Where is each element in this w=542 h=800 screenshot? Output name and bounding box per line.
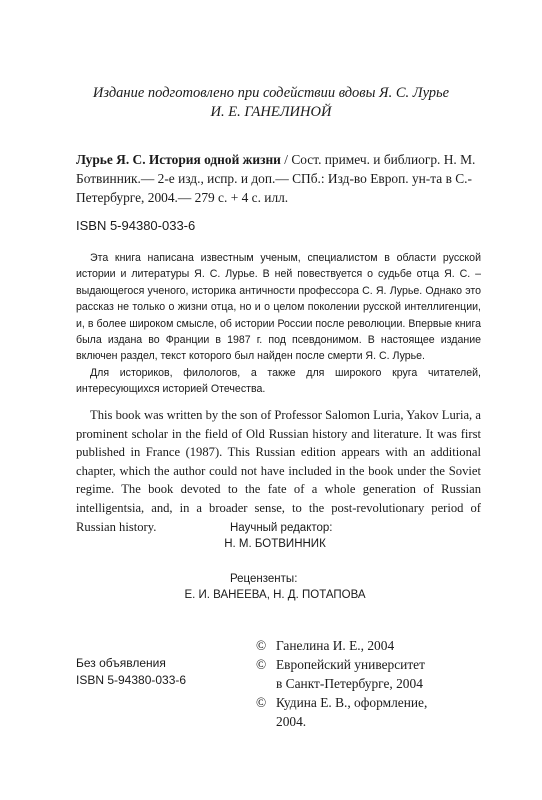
copyright-row-kudina [256, 693, 496, 712]
copyright-row-kudina-cont [256, 712, 496, 731]
copyright-row-university [256, 655, 496, 674]
isbn-main: ISBN 5-94380-033-6 [76, 218, 196, 233]
scientific-editor-block [0, 520, 542, 552]
editor-role: Научный редактор: [230, 522, 333, 534]
copyright-kudina-line2: 2004. [276, 714, 307, 729]
copyright-icon: © [256, 638, 267, 653]
prepared-note-line2: И. Е. ГАНЕЛИНОЙ [210, 104, 332, 120]
isbn-bottom: ISBN 5-94380-033-6 [76, 673, 187, 687]
annotation-ru-paragraph-1: Эта книга написана известным ученым, специалистом в области русской истории и литературы Я. С. Лурье. В ней повествуется о судьбе отца Я. С. – выдающегося ученого, историка античности профессора С. Я. Лурье. Однако это рассказ не только о жизни отца, но и о целом поколении русской интеллигенции, и, в более широком смысле, об истории России после революции. Впервые книга была издана во Франции в 1987 г. под псевдонимом. В настоящее издание включен раздел, текст которого был найден после смерти Я. С. Лурье. [76, 252, 481, 363]
copyright-kudina-line1: Кудина Е. В., оформление, [276, 695, 428, 710]
bibliographic-details: / Сост. примеч. и библиогр. Н. М. Ботвинник.— 2-е изд., испр. и доп.— СПб.: Изд-во Европ. ун-та в С.-Петербурге, 2004.— 279 с. + 4 с. илл. [76, 152, 476, 205]
copyright-icon: © [256, 657, 267, 672]
copyright-icon: © [256, 695, 267, 710]
annotation-en-paragraph: This book was written by the son of Professor Salomon Luria, Yakov Luria, a prominent scholar in the field of Old Russian history and literature. It was first published in France (1987). This Russian edition appears with an additional chapter, which the author could not have included in the book under the Soviet regime. The book devoted to the fate of a whole generation of Russian intelligentsia, and, in a broader sense, to the post-revolutionary period of Russian history. [76, 408, 481, 534]
copyright-block [256, 636, 496, 731]
copyright-ganelina: Ганелина И. Е., 2004 [276, 638, 395, 653]
editor-name: Н. М. БОТВИННИК [224, 538, 326, 550]
copyright-row-university-cont [256, 674, 496, 693]
no-announcement-label: Без объявления [76, 656, 166, 670]
reviewers-names: Е. И. ВАНЕЕВА, Н. Д. ПОТАПОВА [184, 589, 366, 601]
copyright-university-line1: Европейский университет [276, 657, 425, 672]
reviewers-block [0, 571, 542, 603]
reviewers-role: Рецензенты: [230, 573, 298, 585]
bottom-left-block [76, 655, 186, 689]
annotation-english [76, 406, 481, 536]
prepared-note-line1: Издание подготовлено при содействии вдовы Я. С. Лурье [92, 85, 450, 101]
annotation-russian [76, 250, 481, 398]
annotation-ru-paragraph-2: Для историков, филологов, а также для широкого круга читателей, интересующихся историей Отечества. [76, 366, 481, 396]
copyright-row-ganelina [256, 636, 496, 655]
bibliographic-record [76, 150, 481, 207]
copyright-university-line2: в Санкт-Петербурге, 2004 [276, 676, 423, 691]
author-title: Лурье Я. С. История одной жизни [76, 152, 281, 167]
